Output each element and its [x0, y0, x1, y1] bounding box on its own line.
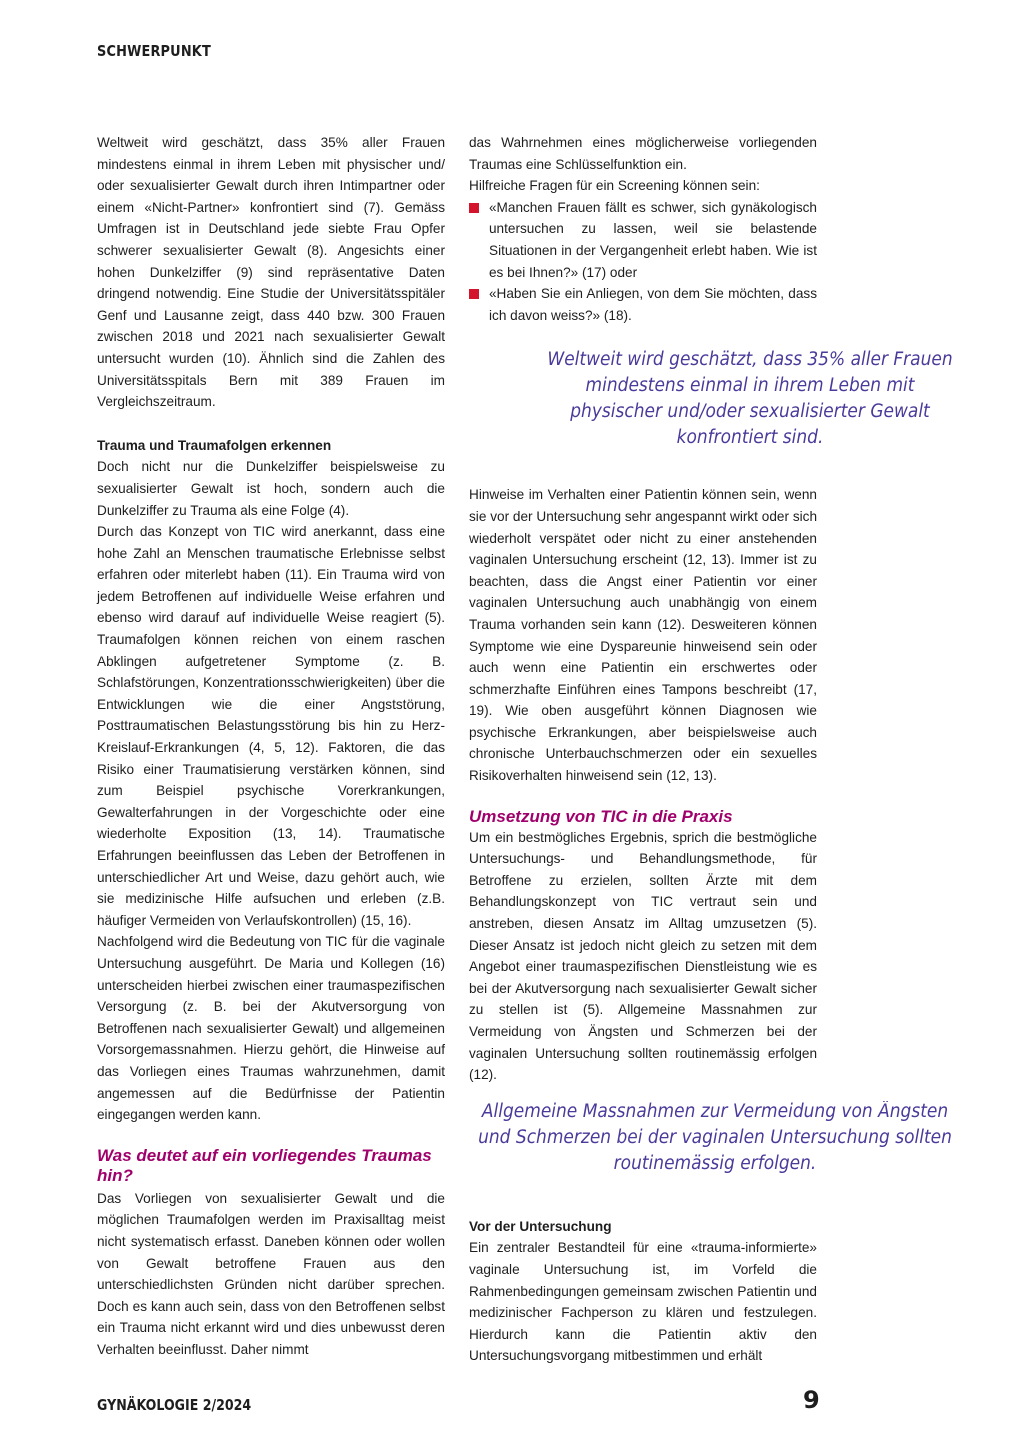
subheading-trauma: Trauma und Traumafolgen erkennen — [97, 437, 332, 453]
paragraph: Durch das Konzept von TIC wird anerkannt, dass eine hohe Zahl an Menschen traumatische Erlebnisse selbst erfahren oder miterlebt haben (11). Ein Trauma wird von jedem Betroffenen auf individuelle Weise erfahren und ebenso wird darauf auf individuelle Weise reagiert (5). Traumafolgen können reichen von einem raschen Abklingen aufgetretener Symptome (z. B. Schlafstörungen, Konzentrationsschwierigkeiten) über die Entwicklungen wie die einer Angststörung, Posttraumatischen Belastungsstörung bis hin zu Herz-Kreislauf-Erkrankungen (4, 5, 12). Faktoren, die das Risiko einer Traumatisierung verstärken können, sind zum Beispiel psychische Vorerkrankungen, Gewalterfahrungen in der Vorgeschichte oder eine wiederholte Exposition (13, 14). Traumatische Erfahrungen beeinflussen das Leben der Betroffenen in unterschiedlicher Art und Weise, dazu gehört auch, wie sie medizinische Hilfe aufsuchen und erleben (z.B. häufiger Vermeiden von Verlaufskontrollen) (15, 16). — [97, 524, 445, 928]
subheading-before-exam: Vor der Untersuchung — [469, 1218, 612, 1234]
section-title-trauma-hints: Was deutet auf ein vorliegendes Traumas hin? — [97, 1145, 432, 1185]
section-title-tic-practice: Umsetzung von TIC in die Praxis — [469, 806, 733, 826]
page-number: 9 — [803, 1386, 820, 1414]
paragraph: Hilfreiche Fragen für ein Screening können sein: — [469, 178, 760, 194]
journal-footer: GYNÄKOLOGIE 2/2024 — [97, 1396, 252, 1414]
pull-quote: Weltweit wird geschätzt, dass 35% aller Frauen mindestens einmal in ihrem Leben mit physischer und/oder sexualisierter Gewalt konfrontiert sind. — [547, 349, 953, 448]
paragraph: Ein zentraler Bestandteil für eine «trauma-informierte» vaginale Untersuchung ist, im Vorfeld die Rahmenbedingungen gemeinsam zwischen Patientin und medizinischer Fachperson zu klären und festzulegen. Hierdurch kann die Patientin aktiv den Untersuchungsvorgang mitbestimmen und erhält — [469, 1240, 817, 1364]
screening-questions-list — [469, 197, 817, 327]
list-item-text: «Haben Sie ein Anliegen, von dem Sie möchten, dass ich davon weiss?» (18). — [489, 286, 817, 323]
paragraph: Um ein bestmögliches Ergebnis, sprich die bestmögliche Untersuchungs- und Behandlungsmethode, für Betroffene zu erzielen, sollten Ärzte mit dem Behandlungskonzept von TIC vertraut sein und anstreben, diesen Ansatz im Alltag umzusetzen (5). Dieser Ansatz ist jedoch nicht gleich zu setzen mit dem Angebot einer traumaspezifischen Dienstleistung wie es bei der Akutversorgung nach sexualisierter Gewalt sicher zu stellen ist (5). Allgemeine Massnahmen zur Vermeidung von Ängsten und Schmerzen bei der vaginalen Untersuchung sollten routinemässig erfolgen (12). — [469, 829, 817, 1083]
bullet-icon — [469, 289, 479, 299]
paragraph: Hinweise im Verhalten einer Patientin können sein, wenn sie vor der Untersuchung sehr angespannt wirkt oder sich wiederholt verspätet oder nicht zu einer anstehenden vaginalen Untersuchung erscheint (12, 13). Immer ist zu beachten, dass die Angst einer Patientin vor einer vaginalen Untersuchung auch unabhängig von einem Trauma vorhanden sein kann (12). Desweiteren können Symptome wie eine Dyspareunie hinweisend sein oder auch wenn eine Patientin ein erschwertes oder schmerzhafte Einführen eines Tampons beschreibt (17, 19). Wie oben ausgeführt können Diagnosen wie psychische Erkrankungen, aber beispielsweise auch chronische Unterbauchschmerzen oder ein sexuelles Risikoverhalten hinweisend sein (12, 13). — [469, 487, 817, 784]
paragraph: das Wahrnehmen eines möglicherweise vorliegenden Traumas eine Schlüsselfunktion ein. — [469, 135, 817, 172]
paragraph: Nachfolgend wird die Bedeutung von TIC für die vaginale Untersuchung ausgeführt. De Maria und Kollegen (16) unterscheiden hierbei zwischen einer traumaspezifischen Versorgung (z. B. bei der Akutversorgung von Betroffenen nach sexualisierter Gewalt) und allgemeinen Vorsorgemassnahmen. Hierzu gehört, die Hinweise auf das Vorliegen eines Traumas wahrzunehmen, damit angemessen auf die Bedürfnisse der Patientin eingegangen werden kann. — [97, 934, 445, 1123]
running-head: SCHWERPUNKT — [97, 42, 211, 60]
paragraph: Doch nicht nur die Dunkelziffer beispielsweise zu sexualisierter Gewalt ist hoch, sondern auch die Dunkelziffer zu Trauma als eine Folge (4). — [97, 459, 445, 518]
right-column — [469, 132, 817, 1367]
bullet-icon — [469, 203, 479, 213]
paragraph: Das Vorliegen von sexualisierter Gewalt und die möglichen Traumafolgen werden im Praxisalltag meist nicht systematisch erfasst. Daneben können oder wollen von Gewalt betroffene Frauen aus den unterschiedlichsten Gründen nicht darüber sprechen. Doch es kann auch sein, dass von den Betroffenen selbst ein Trauma nicht erkannt wird und dies unbewusst deren Verhalten beeinflusst. Daher nimmt — [97, 1190, 445, 1357]
list-item — [469, 283, 817, 326]
left-column — [97, 132, 445, 1360]
pull-quote: Allgemeine Massnahmen zur Vermeidung von Ängsten und Schmerzen bei der vaginalen Untersuchung sollten routinemässig erfolgen. — [478, 1101, 952, 1174]
paragraph: Weltweit wird geschätzt, dass 35% aller Frauen mindestens einmal in ihrem Leben mit physischer und/ oder sexualisierter Gewalt durch ihren Intimpartner oder einem «Nicht-Partner» konfrontiert sind (7). Gemäss Umfragen ist in Deutschland jede siebte Frau Opfer schwerer sexualisierter Gewalt (8). Angesichts einer hohen Dunkelziffer (9) sind repräsentative Daten dringend notwendig. Eine Studie der Universitätsspitäler Genf und Lausanne zeigt, dass 440 bzw. 300 Frauen zwischen 2018 und 2021 nach sexualisierter Gewalt untersucht wurden (10). Ähnlich sind die Zahlen des Universitätsspitals Bern mit 389 Frauen im Vergleichszeitraum. — [97, 135, 445, 410]
list-item-text: «Manchen Frauen fällt es schwer, sich gynäkologisch untersuchen zu lassen, weil sie belastende Situationen in der Vergangenheit erlebt haben. Wie ist es bei Ihnen?» (17) oder — [489, 199, 817, 280]
list-item — [469, 197, 817, 283]
